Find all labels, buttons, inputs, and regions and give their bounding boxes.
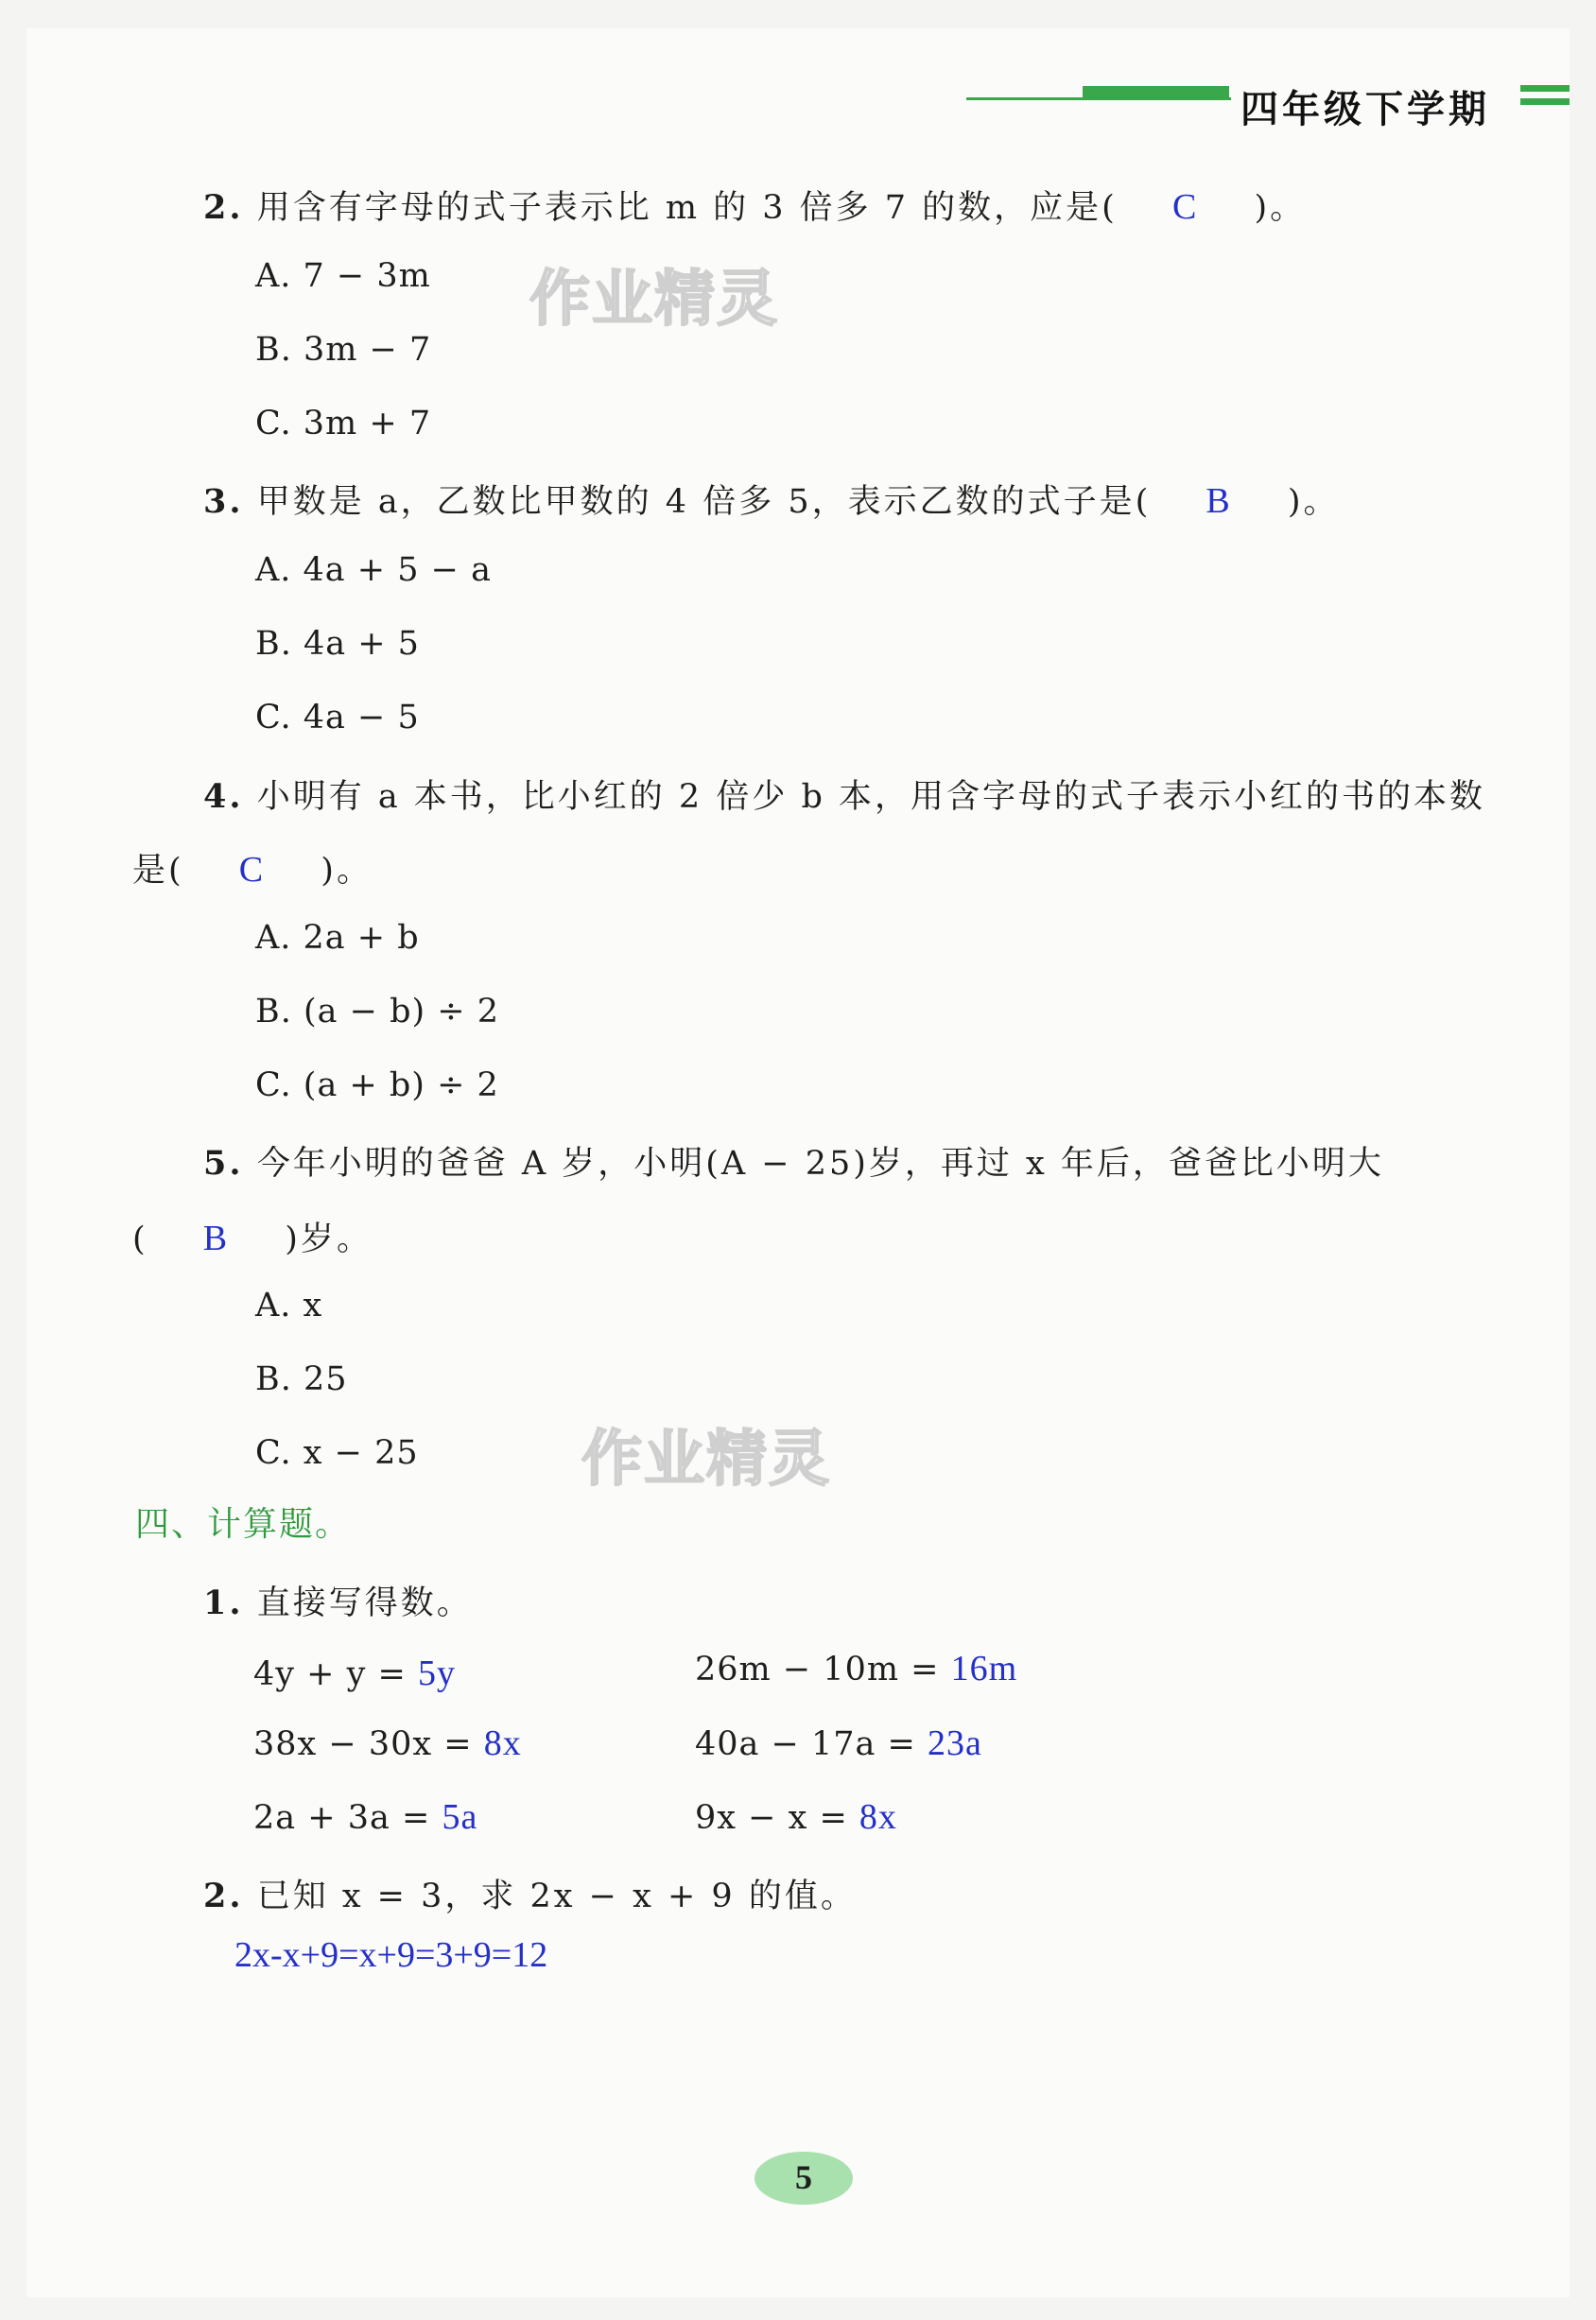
calc-question-2 xyxy=(203,1870,857,1917)
option-a: A. 2a + b xyxy=(255,919,420,957)
answer-choice: B xyxy=(1206,481,1233,521)
option-c: C. 3m + 7 xyxy=(255,405,432,442)
question-stem-continued: ( xyxy=(132,1221,148,1258)
question-stem: 用含有字母的式子表示比 m 的 3 倍多 7 的数，应是( xyxy=(256,189,1118,227)
question-number: 2. xyxy=(203,1877,244,1915)
question-stem: 直接写得数。 xyxy=(256,1584,473,1622)
option-c: C. x − 25 xyxy=(255,1434,419,1472)
question-number: 1. xyxy=(203,1584,244,1622)
question-stem: 甲数是 a，乙数比甲数的 4 倍多 5，表示乙数的式子是( xyxy=(256,483,1152,521)
calc-item xyxy=(695,1796,897,1838)
option-c: C. (a + b) ÷ 2 xyxy=(255,1066,499,1104)
option-c: C. 4a − 5 xyxy=(255,699,420,736)
header-rule-thick xyxy=(1083,86,1229,97)
section-title: 四、计算题。 xyxy=(135,1505,352,1544)
calc-item xyxy=(253,1723,522,1764)
page-number: 5 xyxy=(795,2158,812,2196)
question-stem: 今年小明的爸爸 A 岁，小明(A − 25)岁，再过 x 年后，爸爸比小明大 xyxy=(256,1145,1384,1183)
question-close: )。 xyxy=(1287,483,1340,521)
watermark-logo: 作业精灵 xyxy=(581,1425,831,1495)
calc-expression: 2a + 3a = xyxy=(253,1799,431,1837)
question-close: )。 xyxy=(321,852,373,890)
question-number: 3. xyxy=(203,482,244,521)
calc-answer: 23a xyxy=(927,1723,982,1763)
calc-answer: 8x xyxy=(483,1723,522,1763)
answer-choice: B xyxy=(202,1219,231,1258)
question-stem: 小明有 a 本书，比小红的 2 倍少 b 本，用含字母的式子表示小红的书的本数 xyxy=(256,778,1485,816)
header-rule xyxy=(966,97,1231,100)
calc-expression: 9x − x = xyxy=(695,1799,848,1837)
calc-item xyxy=(695,1648,1017,1689)
grade-title: 四年级下学期 xyxy=(1240,88,1490,131)
calc-expression: 26m − 10m = xyxy=(695,1651,940,1688)
calc-answer: 5y xyxy=(417,1653,456,1693)
calc-item xyxy=(695,1723,982,1764)
calc-answer: 16m xyxy=(950,1649,1018,1688)
calc-expression: 40a − 17a = xyxy=(695,1725,916,1763)
calc-item xyxy=(253,1796,477,1838)
calc-answer-worked: 2x-x+9=x+9=3+9=12 xyxy=(234,1935,548,1975)
option-a: A. 7 − 3m xyxy=(255,257,431,295)
calc-answer: 8x xyxy=(859,1797,897,1837)
calc-item xyxy=(253,1653,456,1694)
calc-expression: 38x − 30x = xyxy=(253,1725,473,1763)
calc-expression: 4y + y = xyxy=(253,1655,407,1693)
question-stem: 已知 x = 3，求 2x − x + 9 的值。 xyxy=(256,1878,857,1915)
question-stem-continued: 是( xyxy=(132,852,184,890)
question-close: )。 xyxy=(1254,189,1307,227)
question-close: )岁。 xyxy=(285,1221,373,1258)
question-2 xyxy=(203,182,1306,229)
question-5-line-2 xyxy=(132,1213,373,1260)
question-4-line-2 xyxy=(132,844,373,892)
question-number: 5. xyxy=(203,1144,244,1183)
option-a: A. 4a + 5 − a xyxy=(255,551,492,589)
calc-question-1 xyxy=(203,1577,473,1624)
question-4 xyxy=(203,770,1485,818)
header-dash-top xyxy=(1520,85,1570,92)
option-b: B. 25 xyxy=(255,1360,348,1398)
option-b: B. 3m − 7 xyxy=(255,331,432,369)
question-number: 4. xyxy=(203,777,244,816)
option-b: B. 4a + 5 xyxy=(255,625,420,663)
watermark-logo: 作业精灵 xyxy=(529,265,779,335)
answer-choice: C xyxy=(1171,187,1200,227)
question-5 xyxy=(203,1137,1384,1185)
answer-choice: C xyxy=(238,850,267,890)
header-dash-bottom xyxy=(1520,98,1570,105)
option-a: A. x xyxy=(255,1287,323,1324)
option-b: B. (a − b) ÷ 2 xyxy=(255,993,499,1030)
calc-answer: 5a xyxy=(442,1797,478,1837)
question-number: 2. xyxy=(203,188,244,227)
question-3 xyxy=(203,476,1340,523)
